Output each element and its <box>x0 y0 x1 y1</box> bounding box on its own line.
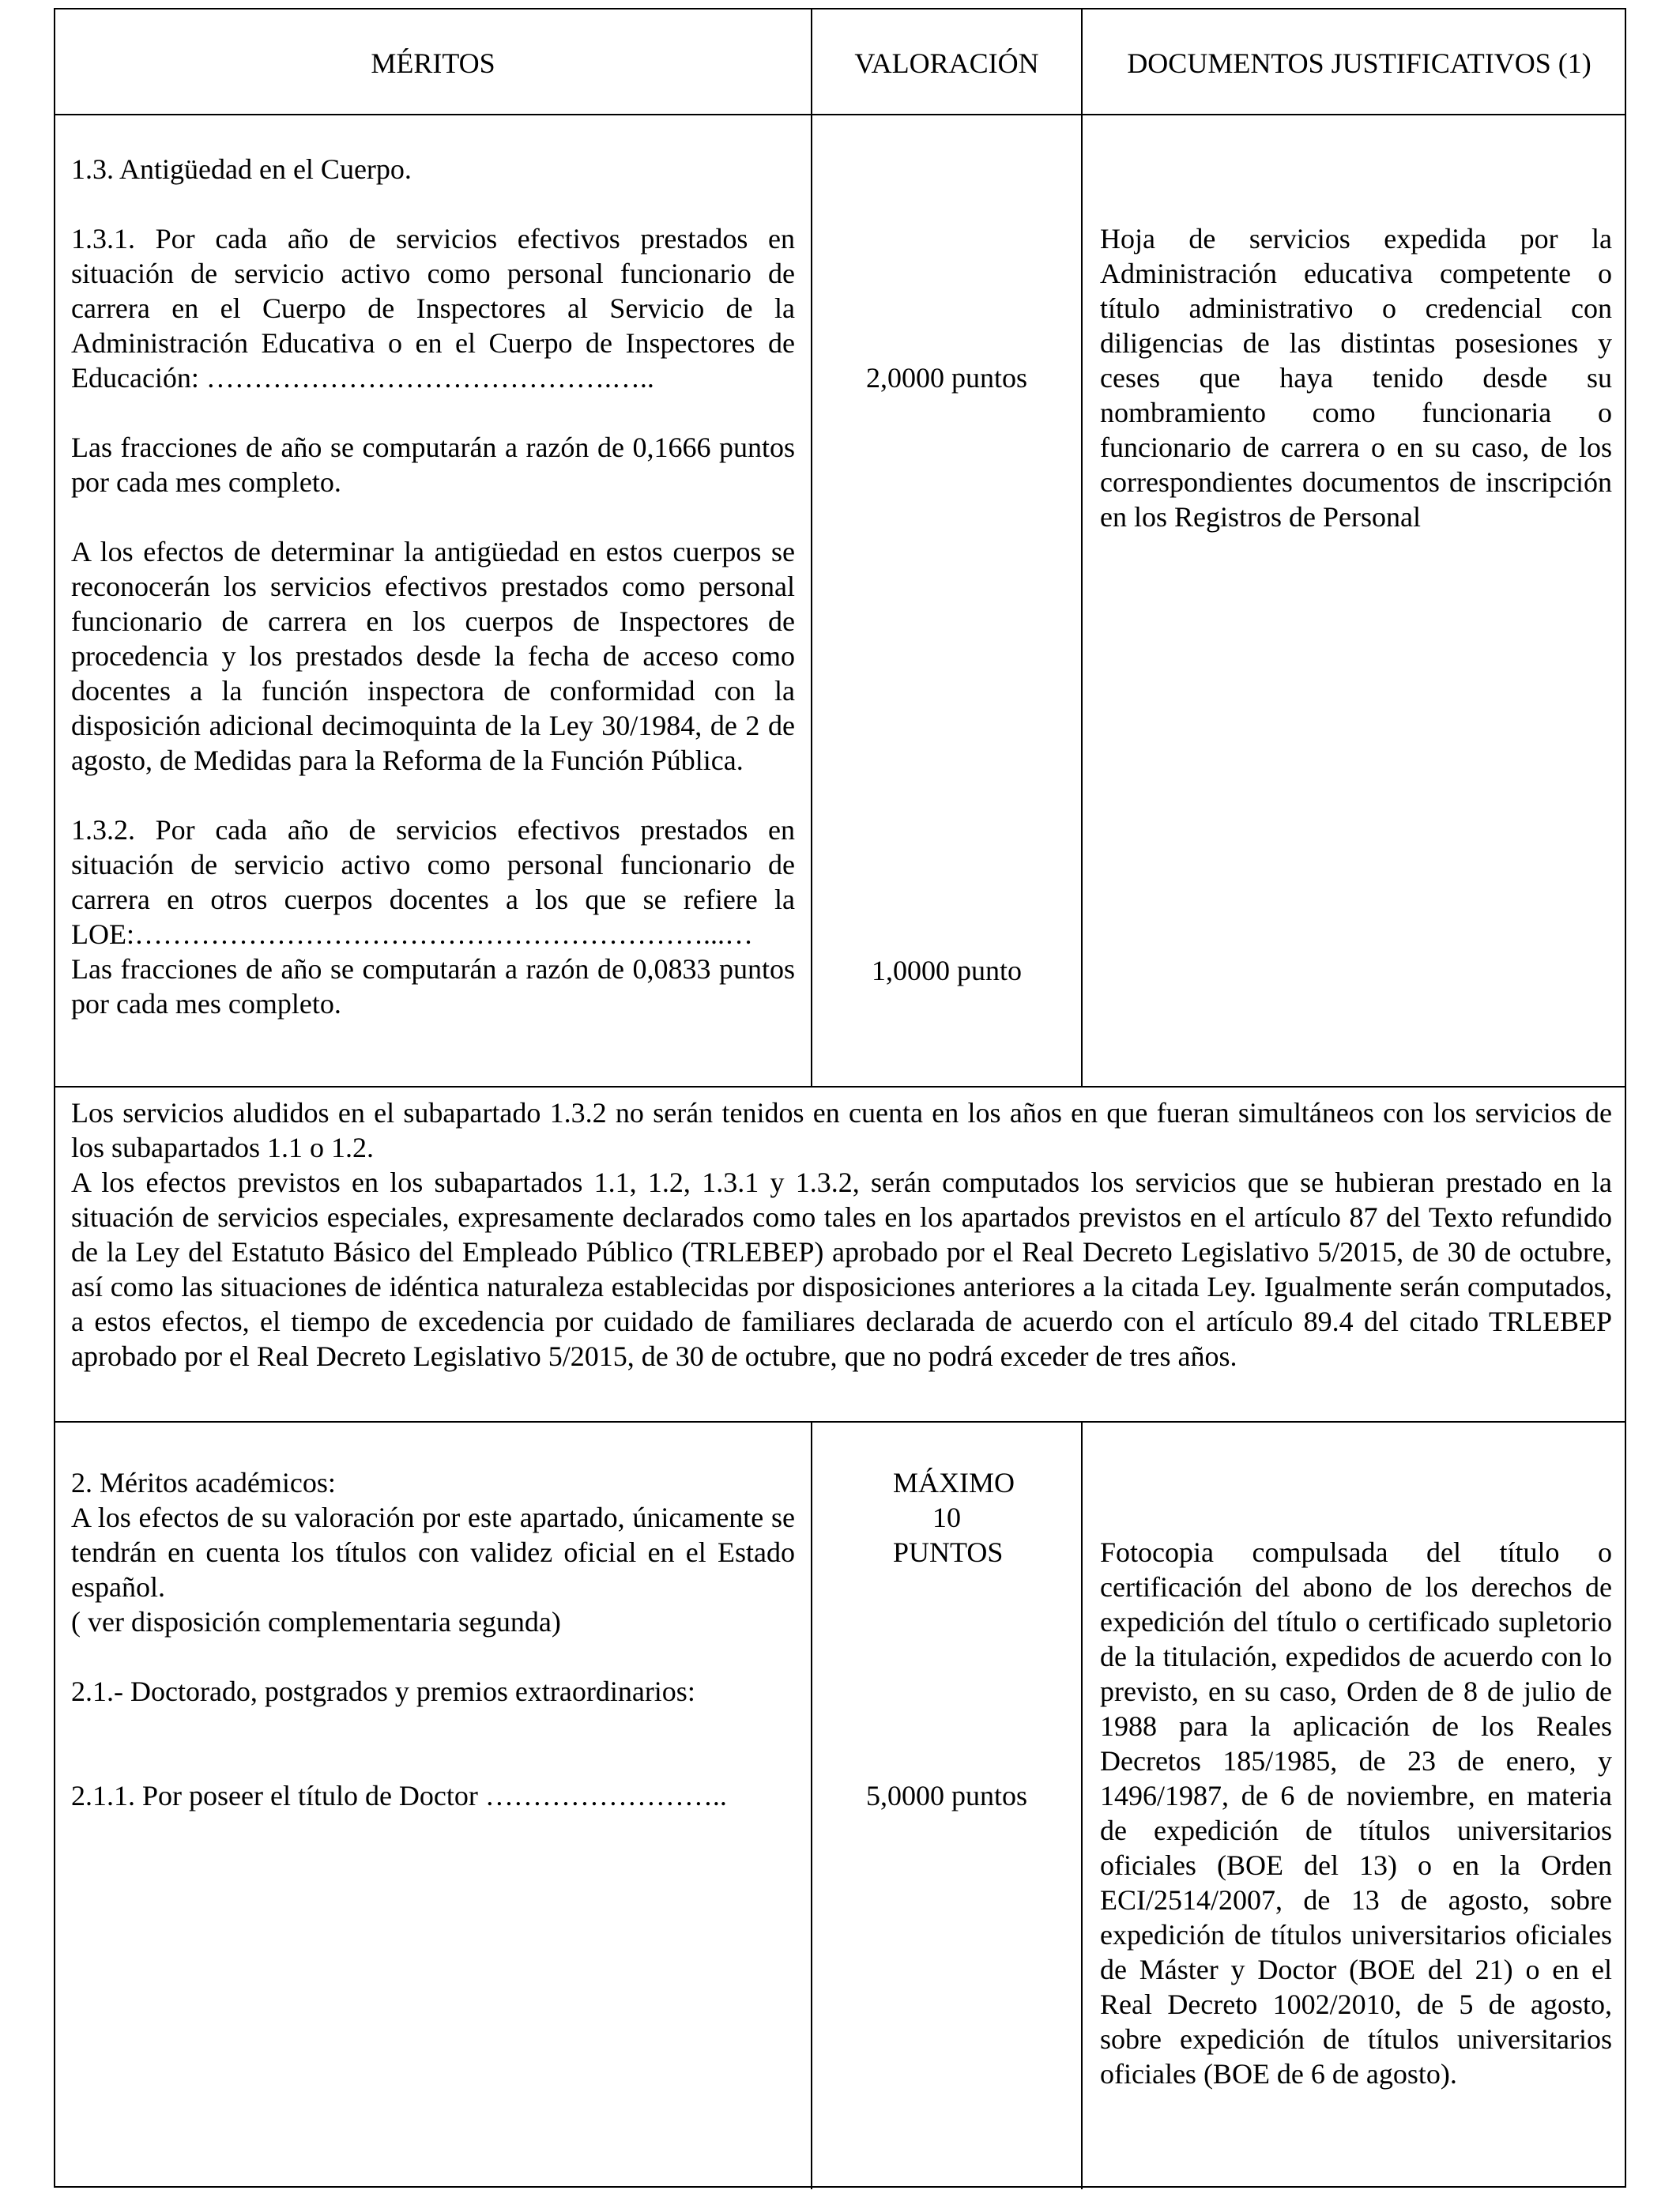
section-1-3-title: 1.3. Antigüedad en el Cuerpo. <box>71 153 412 185</box>
section-2-maximo: MÁXIMO 10 PUNTOS <box>893 1467 1015 1568</box>
efectos-antiguedad-text: A los efectos de determinar la antigüedad en estos cuerpos se reconocerán los servicios efectivos prestados como personal funcionario de carrera en los cuerpos de Inspectores de procedencia y los prestados desde la fecha de acceso como docentes a la función inspectora de conformidad con la disposición adicional decimoquinta de la Ley 30/1984, de 2 de agosto, de Medidas para la Reforma de la Función Pública. <box>71 536 795 776</box>
header-meritos: MÉRITOS <box>371 47 495 79</box>
valor-2-1-1: 5,0000 puntos <box>865 1780 1027 1811</box>
fracciones-2-text: Las fracciones de año se computarán a razón de 0,0833 puntos por cada mes completo. <box>71 953 795 1020</box>
header-documentos: DOCUMENTOS JUSTIFICATIVOS (1) <box>1127 47 1591 79</box>
item-2-1-1-text: 2.1.1. Por poseer el título de Doctor …………………….. <box>71 1780 727 1811</box>
general-note-p1: Los servicios aludidos en el subapartado 1.3.2 no serán tenidos en cuenta en los años en que fueran simultáneos con los servicios de los subapartados 1.1 o 1.2. <box>71 1097 1612 1163</box>
general-note-p2: A los efectos previstos en los subapartados 1.1, 1.2, 1.3.1 y 1.3.2, serán computados los servicios que se hubieran prestado en la situación de servicios especiales, expresamente declarados como tales en los apartados previstos en el artículo 87 del Texto refundido de la Ley del Estatuto Básico del Empleado Público (TRLEBEP) aprobado por el Real Decreto Legislativo 5/2015, de 30 de octubre, así como las situaciones de idéntica naturaleza establecidas por disposiciones anteriores a la citada Ley. Igualmente serán computados, a estos efectos, el tiempo de excedencia por cuidado de familiares declarada de acuerdo con el artículo 89.4 del citado TRLEBEP aprobado por el Real Decreto Legislativo 5/2015, de 30 de octubre, que no podrá exceder de tres años. <box>71 1167 1612 1372</box>
merits-table <box>54 8 1626 2188</box>
item-1-3-1-text: 1.3.1. Por cada año de servicios efectivos prestados en situación de servicio activo como personal funcionario de carrera en el Cuerpo de Inspectores al Servicio de la Administración Educativa o en el Cuerpo de Inspectores de Educación: …………………………………….….. <box>71 223 795 394</box>
section-1-3-meritos <box>71 152 795 1021</box>
note-bottom-divider <box>55 1421 1625 1423</box>
section-2-title: 2. Méritos académicos: <box>71 1467 336 1498</box>
section-2-ver: ( ver disposición complementaria segunda) <box>71 1606 561 1638</box>
section-1-3-bottom-divider <box>55 1086 1625 1088</box>
column-divider-1 <box>811 9 812 1086</box>
fracciones-1-text: Las fracciones de año se computarán a razón de 0,1666 puntos por cada mes completo. <box>71 432 795 498</box>
header-valoracion: VALORACIÓN <box>854 47 1039 79</box>
section-2-documentos: Fotocopia compulsada del título o certificación del abono de los derechos de expedición del título o certificado supletorio de la titulación, expedidos de acuerdo con lo previsto, en su caso, Orden de 8 de julio de 1988 para la aplicación de los Reales Decretos 185/1985, de 23 de enero, y 1496/1987, de 6 de noviembre, en materia de expedición de títulos universitarios oficiales (BOE del 13) o en la Orden ECI/2514/2007, de 13 de agosto, sobre expedición de títulos universitarios oficiales de Máster y Doctor (BOE del 21) o en el Real Decreto 1002/2010, de 5 de agosto, sobre expedición de títulos universitarios oficiales (BOE de 6 de agosto). <box>1100 1536 1612 2090</box>
item-1-3-2-text: 1.3.2. Por cada año de servicios efectivos prestados en situación de servicio activo como personal funcionario de carrera en otros cuerpos docentes a los que se refiere la LOE:……………………………………………………...… <box>71 814 795 950</box>
valor-1-3-2: 1,0000 punto <box>871 955 1022 986</box>
column-divider-2 <box>1081 9 1083 1086</box>
general-note <box>71 1095 1612 1374</box>
section-2-intro: A los efectos de su valoración por este apartado, únicamente se tendrán en cuenta los títulos con validez oficial en el Estado español. <box>71 1502 795 1603</box>
header-divider <box>55 114 1625 115</box>
sub-2-1-text: 2.1.- Doctorado, postgrados y premios extraordinarios: <box>71 1676 695 1707</box>
section-1-3-documentos: Hoja de servicios expedida por la Administración educativa competente o título administrativo o credencial con diligencias de las distintas posesiones y ceses que haya tenido desde su nombramiento como funcionaria o funcionario de carrera o en su caso, de los correspondientes documentos de inscripción en los Registros de Personal <box>1100 223 1612 533</box>
section-2-meritos <box>71 1465 795 1813</box>
valor-1-3-1: 2,0000 puntos <box>865 362 1027 394</box>
column-divider-2-section-2 <box>1081 1421 1083 2189</box>
